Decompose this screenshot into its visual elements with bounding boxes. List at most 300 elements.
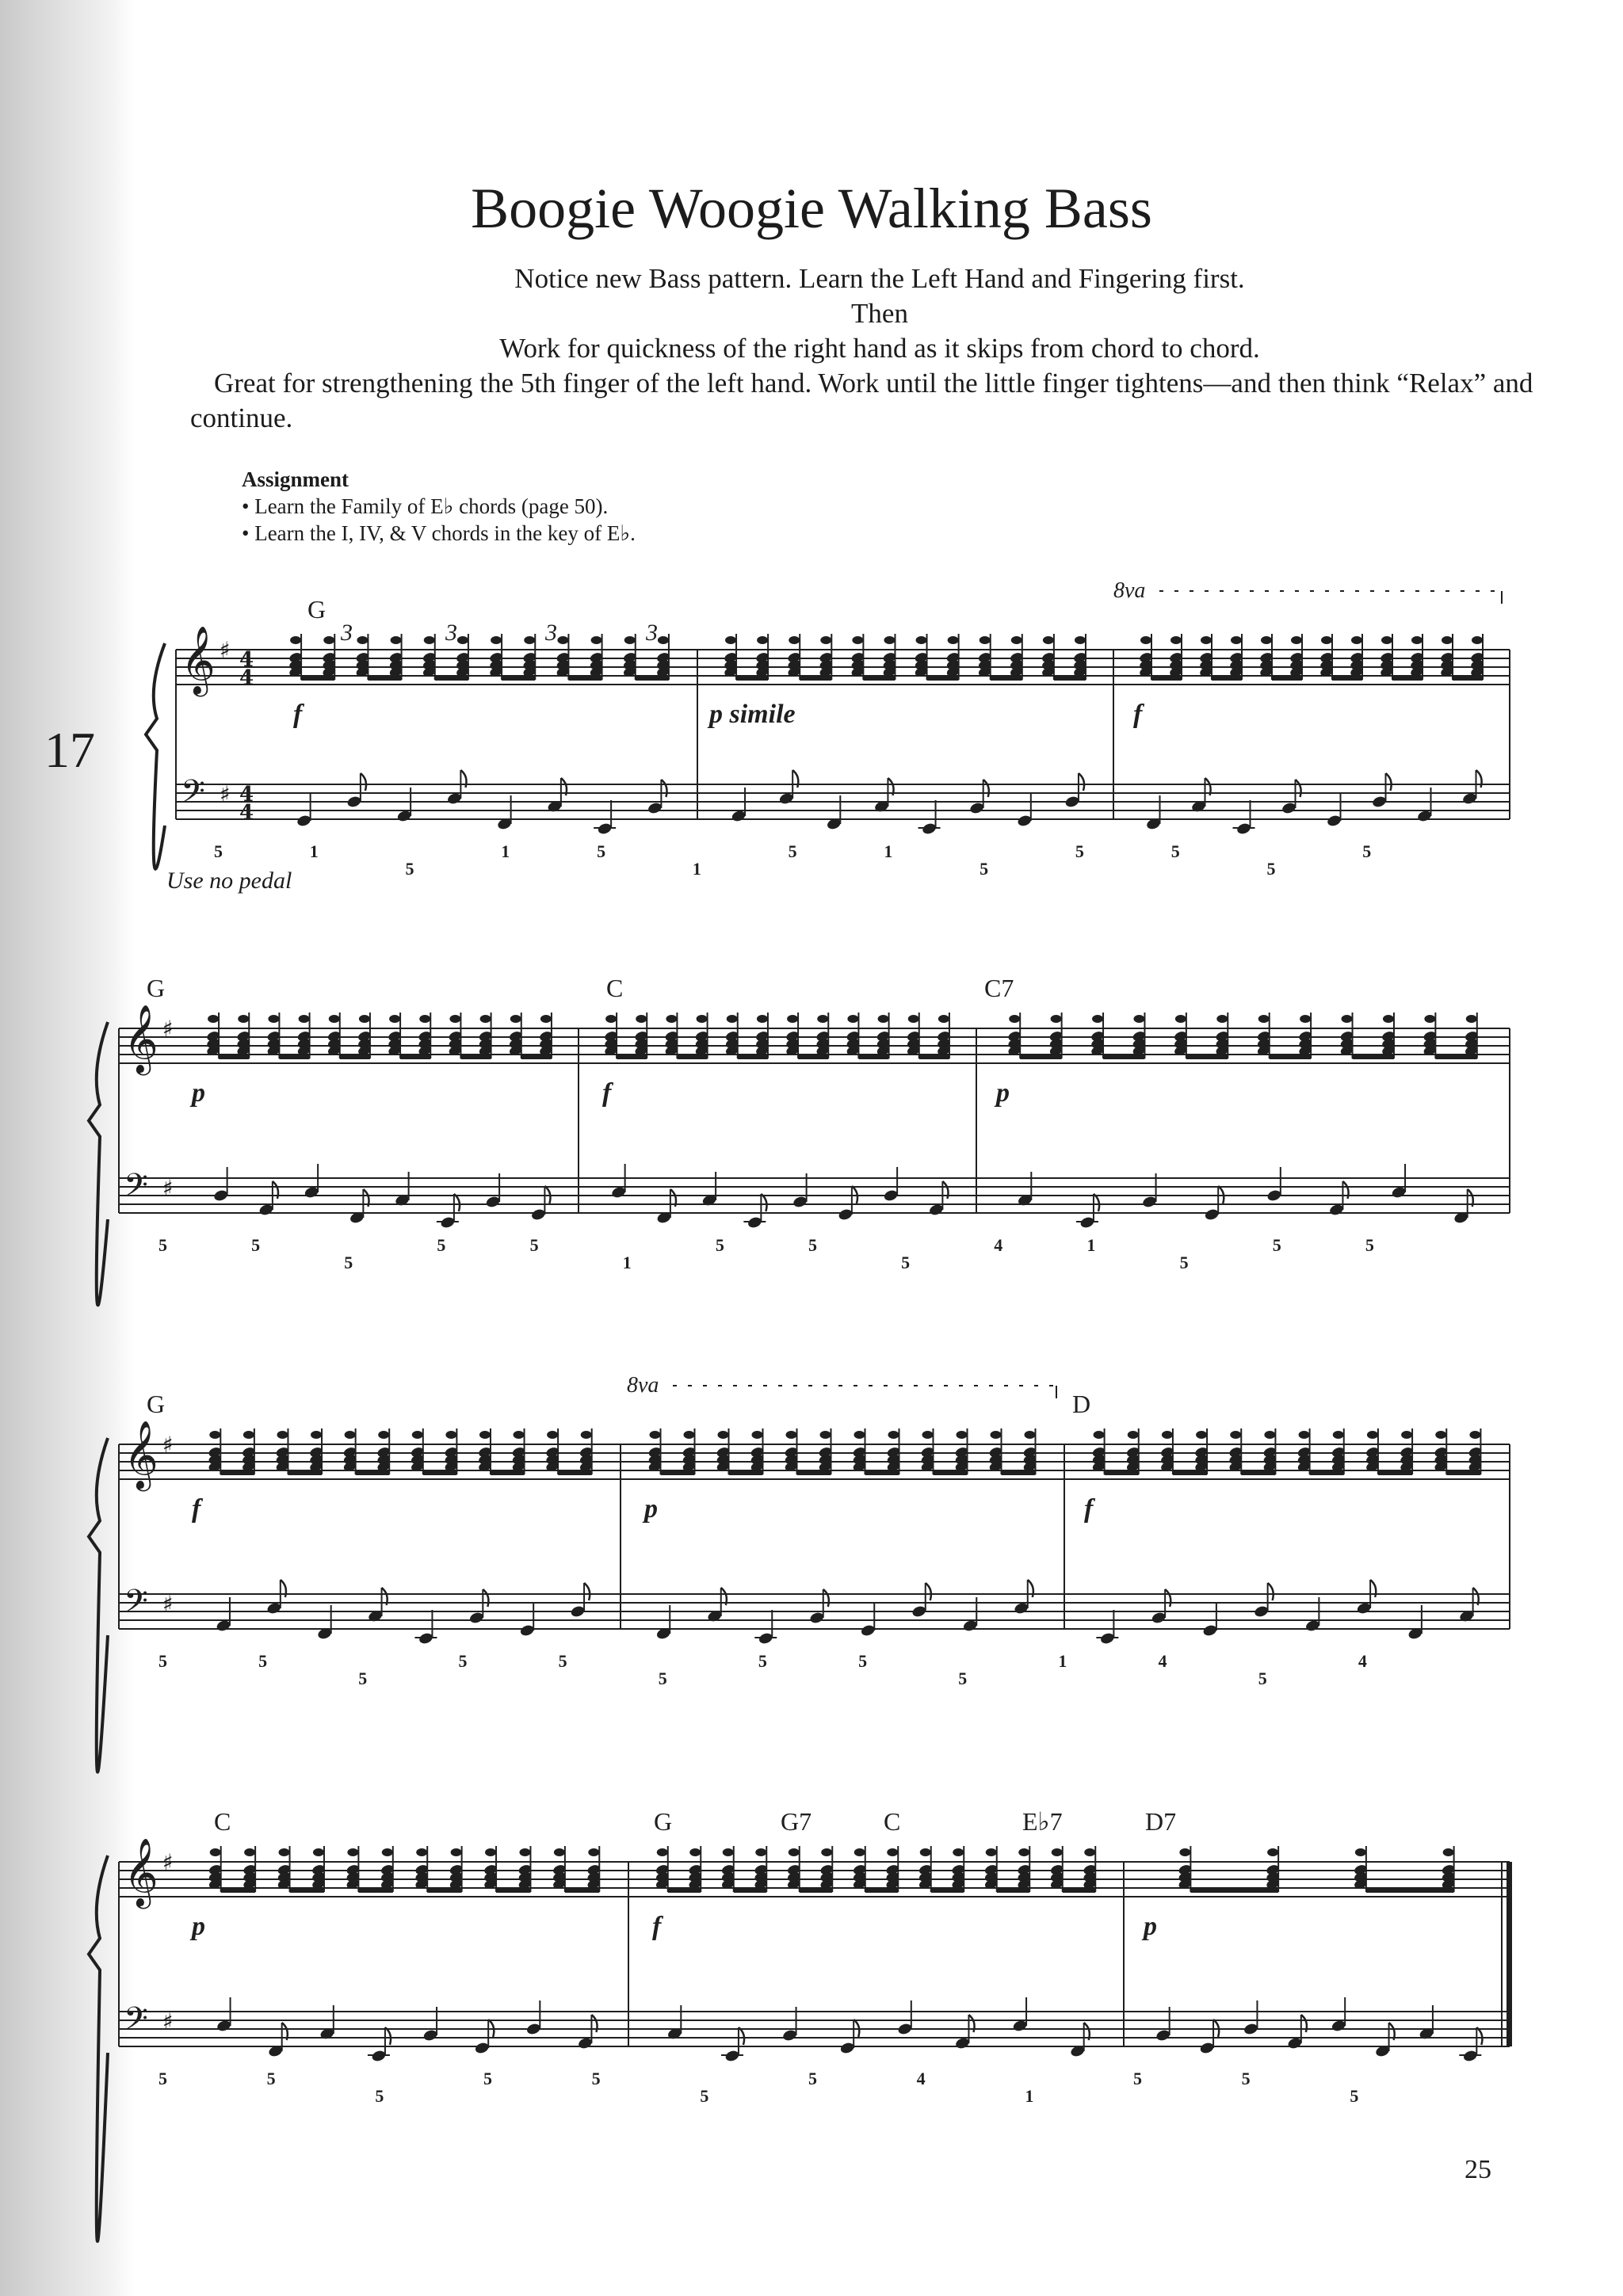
eighth-flag <box>1165 1589 1170 1607</box>
top-notehead <box>1009 1015 1020 1023</box>
top-notehead <box>986 1848 997 1856</box>
key-signature-sharp: ♯ <box>220 781 231 807</box>
dynamic-mark: p <box>644 1494 658 1524</box>
fingering-number: 5 <box>1170 841 1180 861</box>
top-notehead <box>1381 636 1392 644</box>
chord-symbol: C <box>606 974 624 1002</box>
dynamic-mark: p <box>192 1912 205 1941</box>
fingering-number: 5 <box>375 2086 384 2106</box>
beam <box>934 1471 968 1475</box>
dynamic-mark: f <box>652 1912 662 1941</box>
top-notehead <box>852 636 863 644</box>
beam <box>288 1471 322 1475</box>
key-signature-sharp: ♯ <box>162 1175 174 1201</box>
beam <box>1241 1471 1275 1475</box>
bass-clef: 𝄢 <box>124 1583 148 1627</box>
top-notehead <box>378 1431 389 1439</box>
dynamic-mark: f <box>1084 1494 1094 1524</box>
beam <box>1378 1471 1412 1475</box>
beam <box>423 1471 457 1475</box>
fingering-number: 5 <box>251 1235 261 1255</box>
top-notehead <box>1355 1848 1366 1856</box>
top-notehead <box>1075 636 1086 644</box>
top-notehead <box>1466 1015 1477 1023</box>
top-notehead <box>887 1848 898 1856</box>
intro-line-2: Then <box>851 298 908 329</box>
fingering-number: 1 <box>884 841 893 861</box>
fingering-number: 5 <box>658 1669 667 1688</box>
top-notehead <box>725 636 736 644</box>
beam <box>1353 1055 1394 1059</box>
brace <box>89 1855 108 2241</box>
dynamic-mark: f <box>602 1078 612 1108</box>
top-notehead <box>624 636 636 644</box>
octave-mark: 8va <box>1113 578 1146 603</box>
beam <box>221 1889 255 1893</box>
top-notehead <box>268 1015 279 1023</box>
top-notehead <box>727 1015 738 1023</box>
top-notehead <box>1383 1015 1394 1023</box>
top-notehead <box>888 1431 899 1439</box>
key-signature-sharp: ♯ <box>220 637 231 663</box>
top-notehead <box>938 1015 949 1023</box>
fingering-number: 5 <box>958 1669 968 1688</box>
chord-symbol: G <box>307 595 327 624</box>
treble-clef: 𝄞 <box>124 1838 158 1906</box>
fingering-number: 5 <box>808 2069 817 2088</box>
fingering-number: 5 <box>700 2086 709 2106</box>
top-notehead <box>277 1431 288 1439</box>
beam <box>568 677 601 681</box>
top-notehead <box>1321 636 1332 644</box>
fingering-number: 5 <box>1133 2069 1142 2088</box>
top-notehead <box>1258 1015 1270 1023</box>
fingering-number: 5 <box>344 1253 353 1272</box>
top-notehead <box>519 1848 530 1856</box>
triplet-number: 3 <box>445 620 457 646</box>
key-signature-sharp: ♯ <box>162 1849 174 1875</box>
eighth-flag <box>584 1583 590 1600</box>
beam <box>356 1471 390 1475</box>
top-notehead <box>1291 636 1302 644</box>
beam <box>997 1889 1030 1893</box>
fingering-number: 4 <box>916 2069 926 2088</box>
beam <box>677 1055 707 1059</box>
beam <box>502 677 535 681</box>
top-notehead <box>412 1431 423 1439</box>
eighth-flag <box>454 1194 460 1211</box>
chord-symbol: G7 <box>781 1807 812 1836</box>
fingering-number: 5 <box>437 1235 446 1255</box>
top-notehead <box>1300 1015 1311 1023</box>
top-notehead <box>1411 636 1423 644</box>
top-notehead <box>789 636 800 644</box>
eighth-flag <box>1476 2027 1482 2045</box>
bass-clef: 𝄢 <box>124 1167 148 1211</box>
beam <box>1054 677 1086 681</box>
brace <box>89 1438 108 1772</box>
fingering-number: 5 <box>458 1651 468 1671</box>
beam <box>919 1055 949 1059</box>
beam <box>865 1889 899 1893</box>
eighth-flag <box>361 773 366 791</box>
top-notehead <box>382 1848 393 1856</box>
beam <box>1063 1889 1096 1893</box>
assignment-heading: Assignment <box>242 467 349 491</box>
eighth-flag <box>483 1589 488 1607</box>
beam <box>1435 1055 1476 1059</box>
fingering-number: 5 <box>1350 2086 1359 2106</box>
top-notehead <box>1333 1431 1344 1439</box>
beam <box>220 1471 254 1475</box>
beam <box>738 1055 768 1059</box>
beam <box>1186 1055 1228 1059</box>
eighth-flag <box>823 1589 829 1607</box>
fingering-number: 5 <box>158 1651 167 1671</box>
top-notehead <box>755 1848 766 1856</box>
top-notehead <box>243 1431 254 1439</box>
top-notehead <box>479 1431 491 1439</box>
top-notehead <box>1084 1848 1095 1856</box>
chord-symbol: C <box>214 1807 231 1836</box>
brace <box>89 1022 108 1305</box>
dynamic-mark: p simile <box>709 700 796 729</box>
dynamic-mark: p <box>996 1078 1010 1108</box>
beam <box>798 1055 828 1059</box>
top-notehead <box>884 636 895 644</box>
top-notehead <box>953 1848 964 1856</box>
dynamic-mark: f <box>192 1494 201 1524</box>
top-notehead <box>591 636 602 644</box>
top-notehead <box>290 636 301 644</box>
chord-symbol: C <box>884 1807 901 1836</box>
eighth-flag <box>761 1194 766 1211</box>
time-signature-bottom: 4 <box>239 666 254 690</box>
fingering-number: 5 <box>597 841 606 861</box>
top-notehead <box>238 1015 249 1023</box>
beam <box>800 677 831 681</box>
top-notehead <box>424 636 435 644</box>
top-notehead <box>636 1015 647 1023</box>
treble-clef: 𝄞 <box>124 1005 158 1073</box>
fingering-number: 5 <box>1179 1253 1189 1272</box>
page-number: 25 <box>1465 2155 1491 2184</box>
beam <box>800 1889 833 1893</box>
beam <box>301 677 334 681</box>
fingering-number: 5 <box>788 841 797 861</box>
fingering-number: 5 <box>558 1651 567 1671</box>
top-notehead <box>313 1848 324 1856</box>
top-notehead <box>1469 1431 1480 1439</box>
beam <box>661 1471 695 1475</box>
top-notehead <box>916 636 927 644</box>
top-notehead <box>1170 636 1182 644</box>
top-notehead <box>1264 1431 1275 1439</box>
top-notehead <box>908 1015 919 1023</box>
top-notehead <box>1230 1431 1241 1439</box>
fingering-number: 5 <box>358 1669 368 1688</box>
top-notehead <box>540 1015 552 1023</box>
top-notehead <box>980 636 991 644</box>
top-notehead <box>689 1848 701 1856</box>
dynamic-mark: p <box>192 1078 205 1108</box>
bass-clef: 𝄢 <box>181 773 205 818</box>
beam <box>427 1889 461 1893</box>
fingering-number: 5 <box>858 1651 868 1671</box>
fingering-number: 5 <box>1272 1235 1281 1255</box>
triplet-number: 3 <box>545 620 557 646</box>
beam <box>991 677 1022 681</box>
fingering-number: 1 <box>1058 1651 1067 1671</box>
beam <box>1105 1471 1139 1475</box>
fingering-number: 5 <box>158 2069 167 2088</box>
top-notehead <box>1018 1848 1029 1856</box>
beam <box>858 1055 888 1059</box>
top-notehead <box>847 1015 858 1023</box>
top-notehead <box>1179 1848 1190 1856</box>
beam <box>491 1471 525 1475</box>
top-notehead <box>787 1015 798 1023</box>
top-notehead <box>1051 1015 1062 1023</box>
top-notehead <box>329 1015 340 1023</box>
top-notehead <box>1351 636 1362 644</box>
top-notehead <box>1133 1015 1144 1023</box>
top-notehead <box>244 1848 255 1856</box>
top-notehead <box>821 1848 832 1856</box>
top-notehead <box>820 636 831 644</box>
top-notehead <box>547 1431 558 1439</box>
top-notehead <box>299 1015 310 1023</box>
pedal-instruction: Use no pedal <box>166 868 292 894</box>
time-signature-top: 4 <box>239 648 254 672</box>
fingering-number: 5 <box>405 859 414 879</box>
top-notehead <box>820 1431 831 1439</box>
beam <box>368 677 401 681</box>
top-notehead <box>658 636 669 644</box>
top-notehead <box>718 1431 729 1439</box>
top-notehead <box>445 1431 456 1439</box>
eighth-flag <box>1386 773 1392 791</box>
top-notehead <box>752 1431 763 1439</box>
top-notehead <box>357 636 368 644</box>
top-notehead <box>210 1848 221 1856</box>
chord-symbol: C7 <box>984 974 1014 1002</box>
fingering-number: 5 <box>1266 859 1276 879</box>
chord-symbol: D7 <box>1145 1807 1177 1836</box>
top-notehead <box>757 636 768 644</box>
eighth-flag <box>661 780 666 797</box>
top-notehead <box>419 1015 430 1023</box>
beam <box>797 1471 831 1475</box>
fingering-number: 5 <box>529 1235 539 1255</box>
fingering-number: 5 <box>758 1651 767 1671</box>
eighth-flag <box>739 2027 744 2045</box>
top-notehead <box>786 1431 797 1439</box>
top-notehead <box>209 1431 220 1439</box>
top-notehead <box>1196 1431 1207 1439</box>
beam <box>1453 677 1483 681</box>
music-system-4 <box>89 1807 1512 2241</box>
top-notehead <box>514 1431 525 1439</box>
beam <box>435 677 468 681</box>
top-notehead <box>323 636 334 644</box>
top-notehead <box>1424 1015 1435 1023</box>
triplet-number: 3 <box>646 620 658 646</box>
top-notehead <box>991 1431 1002 1439</box>
top-notehead <box>416 1848 427 1856</box>
top-notehead <box>684 1431 695 1439</box>
top-notehead <box>1092 1015 1103 1023</box>
top-notehead <box>391 636 402 644</box>
dynamic-mark: f <box>1133 700 1143 729</box>
fingering-number: 1 <box>622 1253 632 1272</box>
octave-mark: 8va <box>627 1373 659 1398</box>
fingering-number: 4 <box>1358 1651 1367 1671</box>
intro-line-4: Great for strengthening the 5th finger of the left hand. Work until the little finger tightens—and then think “Relax” and continue. <box>190 368 1533 433</box>
beam <box>1190 1889 1278 1893</box>
fingering-number: 4 <box>994 1235 1003 1255</box>
beam <box>729 1471 763 1475</box>
beam <box>460 1055 491 1059</box>
treble-clef: 𝄞 <box>181 626 216 694</box>
top-notehead <box>854 1431 865 1439</box>
top-notehead <box>1231 636 1242 644</box>
chord-symbol: D <box>1072 1390 1091 1418</box>
beam <box>340 1055 370 1059</box>
chord-symbol: G <box>147 1390 166 1418</box>
beam <box>1332 677 1362 681</box>
beam <box>1173 1471 1207 1475</box>
triplet-number: 3 <box>341 620 353 646</box>
intro-line-3: Work for quickness of the right hand as it skips from chord to chord. <box>499 333 1260 364</box>
top-notehead <box>1342 1015 1353 1023</box>
top-notehead <box>311 1431 322 1439</box>
key-signature-sharp: ♯ <box>162 1591 174 1617</box>
top-notehead <box>581 1431 592 1439</box>
top-notehead <box>449 1015 460 1023</box>
beam <box>927 677 959 681</box>
fingering-number: 5 <box>1241 2069 1251 2088</box>
assignment-item: • Learn the Family of E♭ chords (page 50). <box>242 493 636 520</box>
fingering-number: 5 <box>1075 841 1084 861</box>
beam <box>400 1055 430 1059</box>
beam <box>863 677 895 681</box>
top-notehead <box>1299 1431 1310 1439</box>
beam <box>1392 677 1423 681</box>
top-notehead <box>1367 1431 1378 1439</box>
fingering-number: 5 <box>980 859 989 879</box>
beam <box>1212 677 1242 681</box>
top-notehead <box>817 1015 828 1023</box>
top-notehead <box>1261 636 1272 644</box>
dynamic-mark: p <box>1144 1912 1157 1941</box>
top-notehead <box>451 1848 462 1856</box>
top-notehead <box>457 636 468 644</box>
beam <box>496 1889 530 1893</box>
eighth-flag <box>926 1583 931 1600</box>
top-notehead <box>491 636 502 644</box>
top-notehead <box>1472 636 1483 644</box>
fingering-number: 5 <box>1258 1669 1267 1688</box>
key-signature-sharp: ♯ <box>162 1016 174 1042</box>
fingering-number: 1 <box>692 859 701 879</box>
top-notehead <box>1011 636 1022 644</box>
top-notehead <box>389 1015 400 1023</box>
top-notehead <box>657 1848 668 1856</box>
top-notehead <box>650 1431 661 1439</box>
eighth-flag <box>385 2027 391 2045</box>
fingering-number: 5 <box>1365 1235 1374 1255</box>
beam <box>1310 1471 1344 1475</box>
beam <box>521 1055 552 1059</box>
key-signature-sharp: ♯ <box>162 2008 174 2035</box>
beam <box>358 1889 392 1893</box>
top-notehead <box>666 1015 677 1023</box>
beam <box>636 677 669 681</box>
final-barline-thick <box>1507 1862 1512 2046</box>
beam <box>931 1889 964 1893</box>
eighth-flag <box>1079 773 1084 791</box>
top-notehead <box>588 1848 599 1856</box>
top-notehead <box>1267 1848 1278 1856</box>
chord-symbol: G <box>654 1807 673 1836</box>
fingering-number: 5 <box>214 841 223 861</box>
beam <box>1002 1471 1036 1475</box>
assignment-item: • Learn the I, IV, & V chords in the key of E♭. <box>242 520 636 547</box>
fingering-number: 5 <box>591 2069 601 2088</box>
top-notehead <box>1201 636 1212 644</box>
music-system-3 <box>89 1373 1510 1772</box>
chord-symbol: G <box>147 974 166 1002</box>
top-notehead <box>1140 636 1151 644</box>
eighth-flag <box>983 780 989 797</box>
fingering-number: 1 <box>1025 2086 1034 2106</box>
top-notehead <box>347 1848 358 1856</box>
top-notehead <box>1175 1015 1186 1023</box>
top-notehead <box>957 1431 968 1439</box>
beam <box>617 1055 647 1059</box>
beam <box>734 1889 767 1893</box>
beam <box>1366 1889 1454 1893</box>
fingering-number: 1 <box>309 841 319 861</box>
beam <box>219 1055 249 1059</box>
time-signature-top: 4 <box>239 783 254 807</box>
top-notehead <box>948 636 959 644</box>
top-notehead <box>1025 1431 1036 1439</box>
top-notehead <box>485 1848 496 1856</box>
eighth-flag <box>1296 780 1301 797</box>
chord-symbol: E♭7 <box>1022 1807 1063 1836</box>
bass-clef: 𝄢 <box>124 2000 148 2045</box>
top-notehead <box>878 1015 889 1023</box>
top-notehead <box>510 1015 521 1023</box>
fingering-number: 5 <box>901 1253 911 1272</box>
beam <box>1151 677 1182 681</box>
fingering-number: 1 <box>1086 1235 1096 1255</box>
beam <box>565 1889 599 1893</box>
key-signature-sharp: ♯ <box>162 1432 174 1458</box>
fingering-number: 5 <box>258 1651 268 1671</box>
fingering-number: 5 <box>158 1235 167 1255</box>
top-notehead <box>1043 636 1054 644</box>
music-system-1 <box>146 578 1510 879</box>
top-notehead <box>1442 636 1453 644</box>
beam <box>736 677 768 681</box>
dynamic-mark: f <box>293 700 303 729</box>
top-notehead <box>1128 1431 1139 1439</box>
exercise-number: 17 <box>44 722 95 778</box>
top-notehead <box>1401 1431 1412 1439</box>
